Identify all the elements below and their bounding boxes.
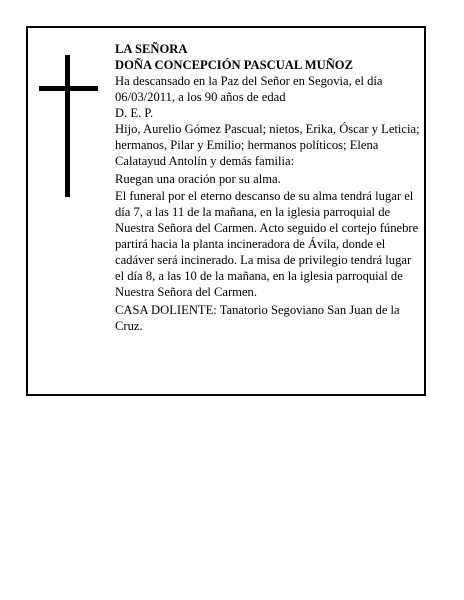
passed-away-statement: Ha descansado en la Paz del Señor en Segovia, el día 06/03/2011, a los 90 años de edad — [115, 74, 383, 104]
prayer-request: Ruegan una oración por su alma. — [115, 171, 281, 186]
family-list: Hijo, Aurelio Gómez Pascual; nietos, Erika, Óscar y Leticia; hermanos, Pilar y Emilio; hermanos políticos; Elena Calatayud Antolín y demás familia: — [115, 122, 420, 168]
notice-text — [115, 41, 420, 334]
cross-horizontal-bar — [39, 86, 98, 91]
funeral-details: El funeral por el eterno descanso de su alma tendrá lugar el día 7, a las 11 de la mañana, en la iglesia parroquial de Nuestra Señora del Carmen. Acto seguido el cortejo fúnebre partirá hacia la planta incineradora de Ávila, donde el cadáver será incinerado. La misa de privilegio tendrá lugar el día 8, a las 10 de la mañana, en la iglesia parroquial de Nuestra Señora del Carmen. — [115, 189, 419, 299]
cross-vertical-bar — [65, 55, 70, 197]
rip-line: D. E. P. — [115, 106, 154, 120]
notice-title: LA SEÑORA — [115, 42, 188, 56]
deceased-name: DOÑA CONCEPCIÓN PASCUAL MUÑOZ — [115, 58, 354, 72]
mourning-house: CASA DOLIENTE: Tanatorio Segoviano San Juan de la Cruz. — [115, 302, 400, 333]
latin-cross-icon — [39, 55, 98, 197]
obituary-notice — [26, 26, 426, 396]
